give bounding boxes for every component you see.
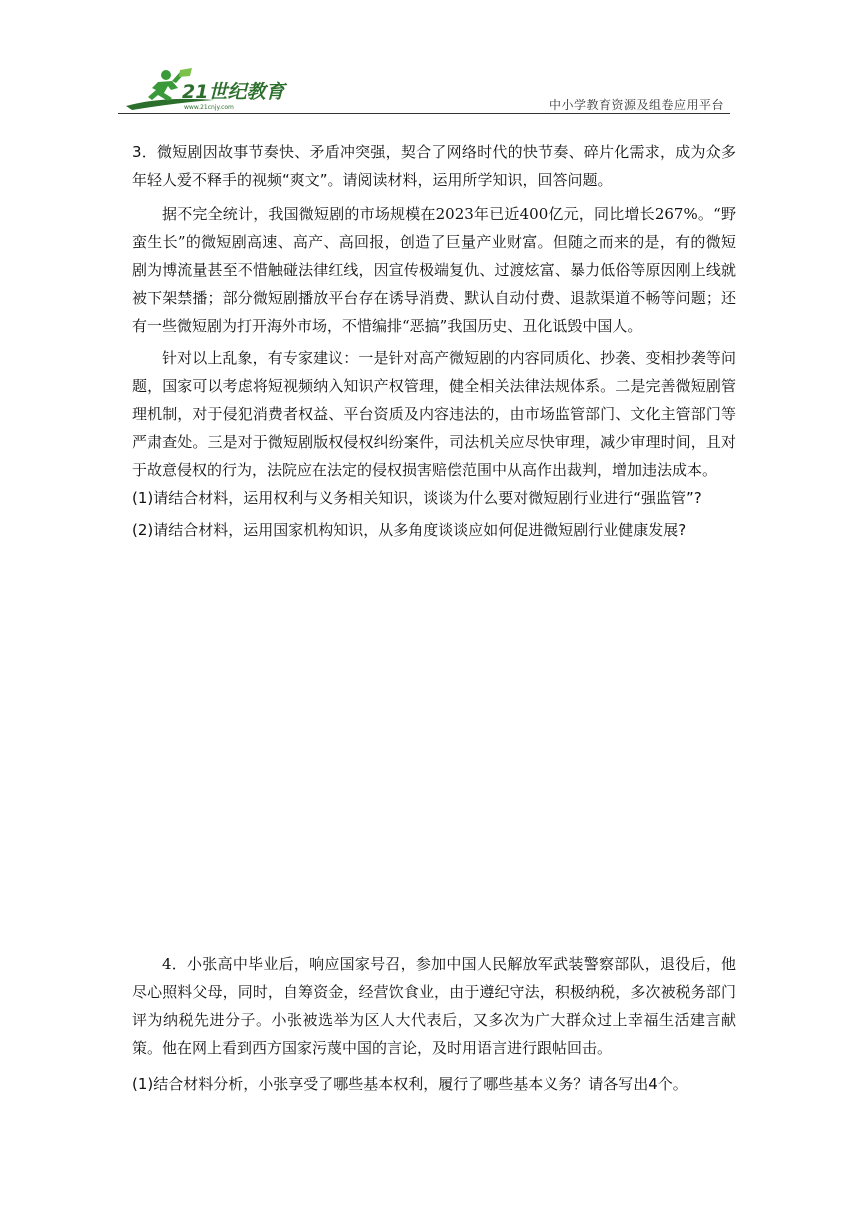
question-3-material-1: 据不完全统计，我国微短剧的市场规模在2023年已近400亿元，同比增长267%。“野蛮生长”的微短剧高速、高产、高回报，创造了巨量产业财富。但随之而来的是，有的微短剧为博流量甚至不惜触碰法律红线，因宣传极端复仇、过渡炫富、暴力低俗等原因刚上线就被下架禁播；部分微短剧播放平台存在诱导消费、默认自动付费、退款渠道不畅等问题；还有一些微短剧为打开海外市场，不惜编排“恶搞”我国历史、丑化诋毁中国人。 (132, 205, 736, 335)
header-divider (118, 113, 730, 114)
question-4-sub-1: (1)结合材料分析，小张享受了哪些基本权利，履行了哪些基本义务？请各写出4个。 (132, 1075, 688, 1093)
question-3-sub-2: (2)请结合材料，运用国家机构知识，从多角度谈谈应如何促进微短剧行业健康发展? (132, 521, 687, 539)
logo-graphic (122, 66, 292, 112)
question-4-stem: 4．小张高中毕业后，响应国家号召，参加中国人民解放军武装警察部队，退役后，他尽心照料父母，同时，自筹资金，经营饮食业，由于遵纪守法，积极纳税，多次被税务部门评为纳税先进分子。小张被选举为区人大代表后，又多次为广大群众过上幸福生活建言献策。他在网上看到西方国家污蔑中国的言论，及时用语言进行跟帖回击。 (132, 955, 736, 1057)
question-3-stem: 3．微短剧因故事节奏快、矛盾冲突强，契合了网络时代的快节奏、碎片化需求，成为众多年轻人爱不释手的视频“爽文”。请阅读材料，运用所学知识，回答问题。 (132, 143, 736, 189)
svg-text:www.21cnjy.com: www.21cnjy.com (184, 104, 234, 111)
question-3-sub-1: (1)请结合材料，运用权利与义务相关知识，谈谈为什么要对微短剧行业进行“强监管”? (132, 489, 702, 507)
question-3 (132, 138, 736, 544)
platform-name: 中小学教育资源及组卷应用平台 (548, 98, 724, 112)
page-header (118, 66, 730, 116)
question-4 (132, 950, 736, 1098)
question-3-material-2: 针对以上乱象，有专家建议：一是针对高产微短剧的内容同质化、抄袭、变相抄袭等问题，国家可以考虑将短视频纳入知识产权管理，健全相关法律法规体系。二是完善微短剧管理机制，对于侵犯消费者权益、平台资质及内容违法的，由市场监管部门、文化主管部门等严肃查处。三是对于微短剧版权侵权纠纷案件，司法机关应尽快审理，减少审理时间，且对于故意侵权的行为，法院应在法定的侵权损害赔偿范围中从高作出裁判，增加违法成本。 (132, 349, 736, 479)
21cnjy-logo (122, 66, 292, 112)
svg-text:21世纪教育: 21世纪教育 (182, 81, 285, 103)
